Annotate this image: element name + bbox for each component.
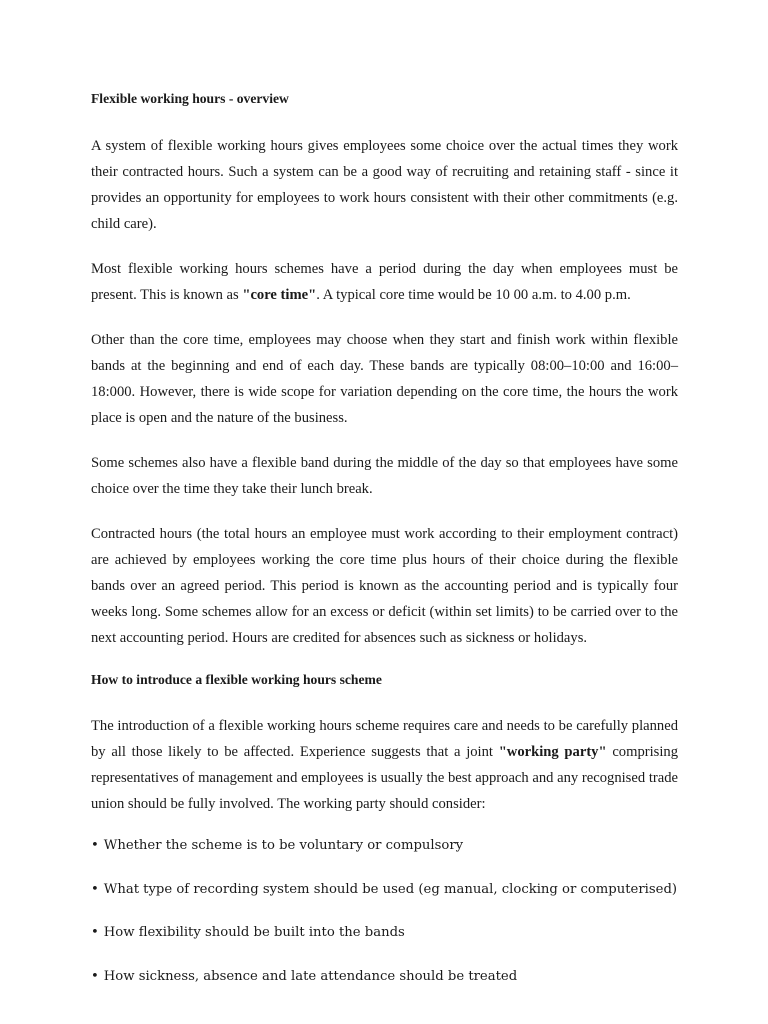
list-item (91, 923, 678, 943)
paragraph-core-time (91, 256, 678, 308)
list-item (91, 967, 678, 987)
consideration-list (91, 836, 678, 987)
section-heading-overview: Flexible working hours - overview (91, 91, 289, 106)
paragraph-lunch-band: Some schemes also have a flexible band during the middle of the day so that employees have some choice over the time they take their lunch break. (91, 455, 678, 497)
bullet-icon: • (91, 838, 99, 853)
paragraph-working-party-text-2: comprising representatives of management and employees is usually the best approach and any recognised trade union should be fully involved. The working party should consider: (91, 744, 678, 812)
paragraph-working-party (91, 713, 678, 817)
list-item-text: How flexibility should be built into the bands (103, 925, 405, 940)
paragraph-flexible-bands: Other than the core time, employees may choose when they start and finish work within flexible bands at the beginning and end of each day. These bands are typically 08:00–10:00 and 16:00–18:000. However, there is wide scope for variation depending on the core time, the hours the work place is open and the nature of the business. (91, 332, 678, 426)
bullet-icon: • (91, 968, 99, 984)
list-item-text: How sickness, absence and late attendance should be treated (103, 968, 518, 984)
list-item-text: Whether the scheme is to be voluntary or compulsory (103, 838, 464, 853)
section-heading-introduce: How to introduce a flexible working hours scheme (91, 672, 382, 687)
list-item (91, 880, 678, 900)
bullet-icon: • (91, 881, 99, 897)
paragraph-core-time-text-1: Most flexible working hours schemes have a period during the day when employees must be present. This is known as (91, 261, 678, 303)
paragraph-core-time-text-2: . A typical core time would be 10 00 a.m. to 4.00 p.m. (316, 287, 631, 303)
bullet-icon: • (91, 925, 99, 940)
list-item (91, 836, 678, 856)
working-party-term: "working party" (498, 744, 607, 760)
paragraph-intro: A system of flexible working hours gives employees some choice over the actual times they work their contracted hours. Such a system can be a good way of recruiting and retaining staff - since it provides an opportunity for employees to work hours consistent with their other commitments (e.g. child care). (91, 138, 678, 232)
paragraph-contracted-hours: Contracted hours (the total hours an employee must work according to their employment contract) are achieved by employees working the core time plus hours of their choice during the flexible bands over an agreed period. This period is known as the accounting period and is typically four weeks long. Some schemes allow for an excess or deficit (within set limits) to be carried over to the next accounting period. Hours are credited for absences such as sickness or holidays. (91, 526, 678, 646)
list-item-text: What type of recording system should be used (eg manual, clocking or computerised) (103, 881, 678, 897)
core-time-term: "core time" (242, 287, 317, 303)
paragraph-working-party-text-1: The introduction of a flexible working hours scheme requires care and needs to be carefully planned by all those likely to be affected. Experience suggests that a joint (91, 718, 678, 760)
